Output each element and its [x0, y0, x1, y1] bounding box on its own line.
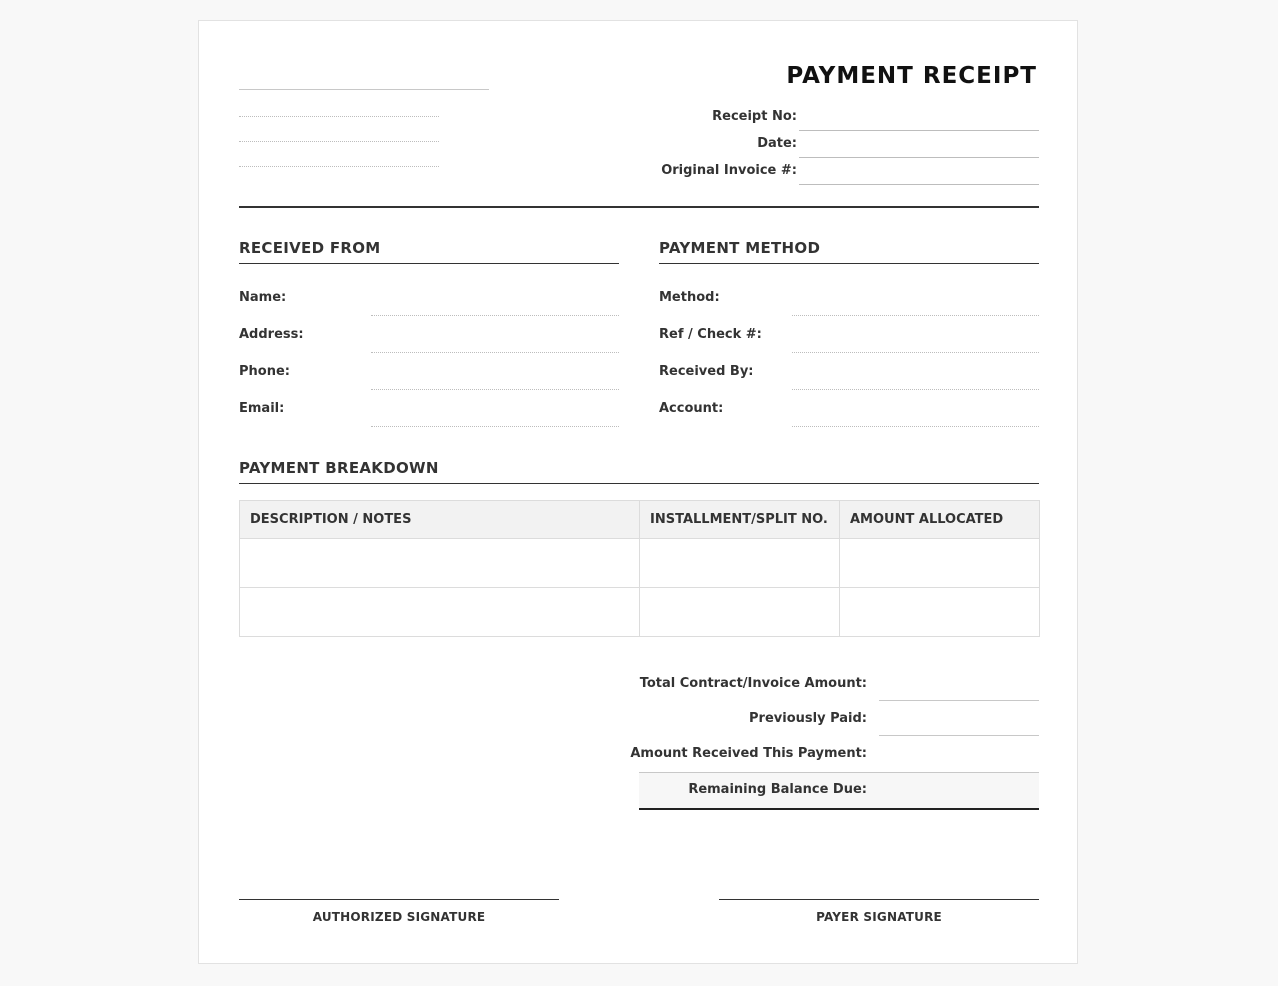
table-header-row: [240, 501, 1040, 539]
method-label: Method:: [659, 290, 720, 305]
account-label: Account:: [659, 401, 724, 416]
date-label: Date:: [757, 136, 797, 151]
date-field[interactable]: [799, 157, 1039, 158]
receipt-no-label: Receipt No:: [712, 109, 797, 124]
ref-check-label: Ref / Check #:: [659, 327, 762, 342]
method-field[interactable]: [792, 315, 1039, 316]
amount-cell[interactable]: [840, 588, 1040, 637]
previously-paid-field[interactable]: [879, 735, 1039, 736]
total-amount-label: Total Contract/Invoice Amount:: [639, 676, 867, 691]
payment-breakdown-title: PAYMENT BREAKDOWN: [239, 459, 439, 477]
remaining-balance-label: Remaining Balance Due:: [688, 782, 867, 797]
company-contact-line[interactable]: [239, 166, 439, 167]
breakdown-table: [239, 500, 1040, 637]
authorized-signature-label: AUTHORIZED SIGNATURE: [312, 910, 486, 924]
amount-received-label: Amount Received This Payment:: [630, 746, 867, 761]
total-amount-field[interactable]: [879, 700, 1039, 701]
received-by-field[interactable]: [792, 389, 1039, 390]
original-invoice-label: Original Invoice #:: [661, 163, 797, 178]
received-from-rule: [239, 263, 619, 264]
installment-cell[interactable]: [640, 539, 840, 588]
payment-method-title: PAYMENT METHOD: [659, 239, 821, 257]
table-row: [240, 588, 1040, 637]
email-field[interactable]: [371, 426, 619, 427]
payment-method-rule: [659, 263, 1039, 264]
receipt-page: [198, 20, 1078, 964]
ref-check-field[interactable]: [792, 352, 1039, 353]
email-label: Email:: [239, 401, 285, 416]
payment-breakdown-rule: [239, 483, 1039, 484]
receipt-no-field[interactable]: [799, 130, 1039, 131]
previously-paid-label: Previously Paid:: [749, 711, 867, 726]
phone-label: Phone:: [239, 364, 290, 379]
page-title: PAYMENT RECEIPT: [786, 63, 1037, 89]
address-label: Address:: [239, 327, 304, 342]
account-field[interactable]: [792, 426, 1039, 427]
received-by-label: Received By:: [659, 364, 754, 379]
phone-field[interactable]: [371, 389, 619, 390]
original-invoice-field[interactable]: [799, 184, 1039, 185]
company-address-line[interactable]: [239, 116, 439, 117]
table-row: [240, 539, 1040, 588]
installment-cell[interactable]: [640, 588, 840, 637]
description-cell[interactable]: [240, 539, 640, 588]
company-city-line[interactable]: [239, 141, 439, 142]
company-name-line[interactable]: [239, 89, 489, 90]
name-label: Name:: [239, 290, 287, 305]
column-header-description: DESCRIPTION / NOTES: [240, 501, 640, 539]
description-cell[interactable]: [240, 588, 640, 637]
authorized-signature-line[interactable]: [239, 899, 559, 900]
column-header-installment: INSTALLMENT/SPLIT NO.: [640, 501, 840, 539]
header-divider: [239, 206, 1039, 208]
received-from-title: RECEIVED FROM: [239, 239, 381, 257]
column-header-amount: AMOUNT ALLOCATED: [840, 501, 1040, 539]
address-field[interactable]: [371, 352, 619, 353]
name-field[interactable]: [371, 315, 619, 316]
payer-signature-line[interactable]: [719, 899, 1039, 900]
payer-signature-label: PAYER SIGNATURE: [816, 910, 942, 924]
amount-cell[interactable]: [840, 539, 1040, 588]
